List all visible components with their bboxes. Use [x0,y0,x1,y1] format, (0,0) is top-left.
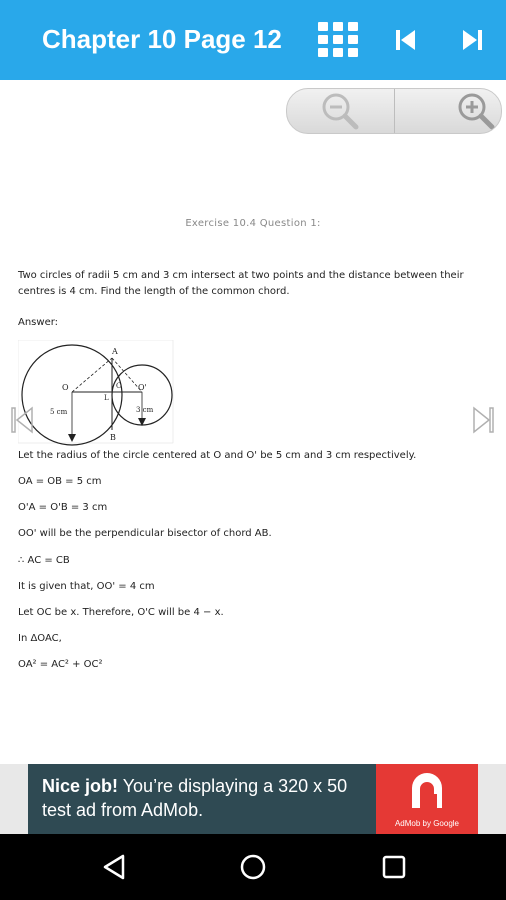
solution-line: ∴ AC = CB [18,555,70,566]
solution-line: OO' will be the perpendicular bisector of chord AB. [18,528,272,539]
admob-icon [376,764,478,816]
admob-caption: AdMob by Google [394,819,460,828]
prev-page-icon [10,405,36,435]
next-page-icon [470,405,496,435]
zoom-in-icon [456,91,496,131]
ad-text [42,774,372,822]
last-page-icon [459,27,485,53]
grid-button[interactable] [316,20,360,60]
zoom-out-icon [320,91,360,131]
zoom-out-button[interactable] [287,89,395,133]
label-c: C [116,382,122,390]
recents-icon [382,855,406,879]
solution-line: OA = OB = 5 cm [18,476,102,487]
back-icon [101,853,127,881]
label-b: B [110,433,116,442]
grid-icon [316,20,360,60]
solution-line: Let the radius of the circle centered at O and O' be 5 cm and 3 cm respectively. [18,450,417,461]
first-page-icon [393,27,419,53]
label-a: A [112,347,118,356]
ad-banner[interactable] [0,764,506,834]
solution-line: Let OC be x. Therefore, O'C will be 4 − x. [18,607,224,618]
last-page-button[interactable] [450,20,494,60]
ad-bold-text: Nice job! [42,776,119,796]
zoom-in-button[interactable] [395,89,502,133]
label-o: O [62,383,69,392]
next-page-button[interactable] [470,405,496,440]
solution-line: O'A = O'B = 3 cm [18,502,108,513]
recents-button[interactable] [374,850,414,884]
ad-body-text: You’re displaying a 320 x 50 test ad from AdMob. [42,776,348,820]
question-text: Two circles of radii 5 cm and 3 cm intersect at two points and the distance between their centres is 4 cm. Find the length of the common chord. [18,270,464,297]
label-3cm: 3 cm [136,406,154,414]
exercise-heading: Exercise 10.4 Question 1: [185,218,321,229]
prev-page-button[interactable] [10,405,36,440]
zoom-control [286,88,502,134]
admob-logo [376,764,478,834]
solution-line: It is given that, OO' = 4 cm [18,581,155,592]
circles-diagram [18,340,178,446]
label-l: L [104,394,109,402]
home-button[interactable] [233,850,273,884]
home-icon [239,853,267,881]
ad-content[interactable] [28,764,478,834]
solution-line: In ΔOAC, [18,633,62,644]
first-page-button[interactable] [384,20,428,60]
system-nav-bar [0,834,506,900]
page-title: Chapter 10 Page 12 [42,24,282,54]
label-o-prime: O' [138,383,147,392]
app-bar [0,0,506,80]
label-5cm: 5 cm [50,408,68,416]
solution-line: OA² = AC² + OC² [18,659,103,670]
answer-label: Answer: [18,317,59,328]
back-button[interactable] [94,850,134,884]
